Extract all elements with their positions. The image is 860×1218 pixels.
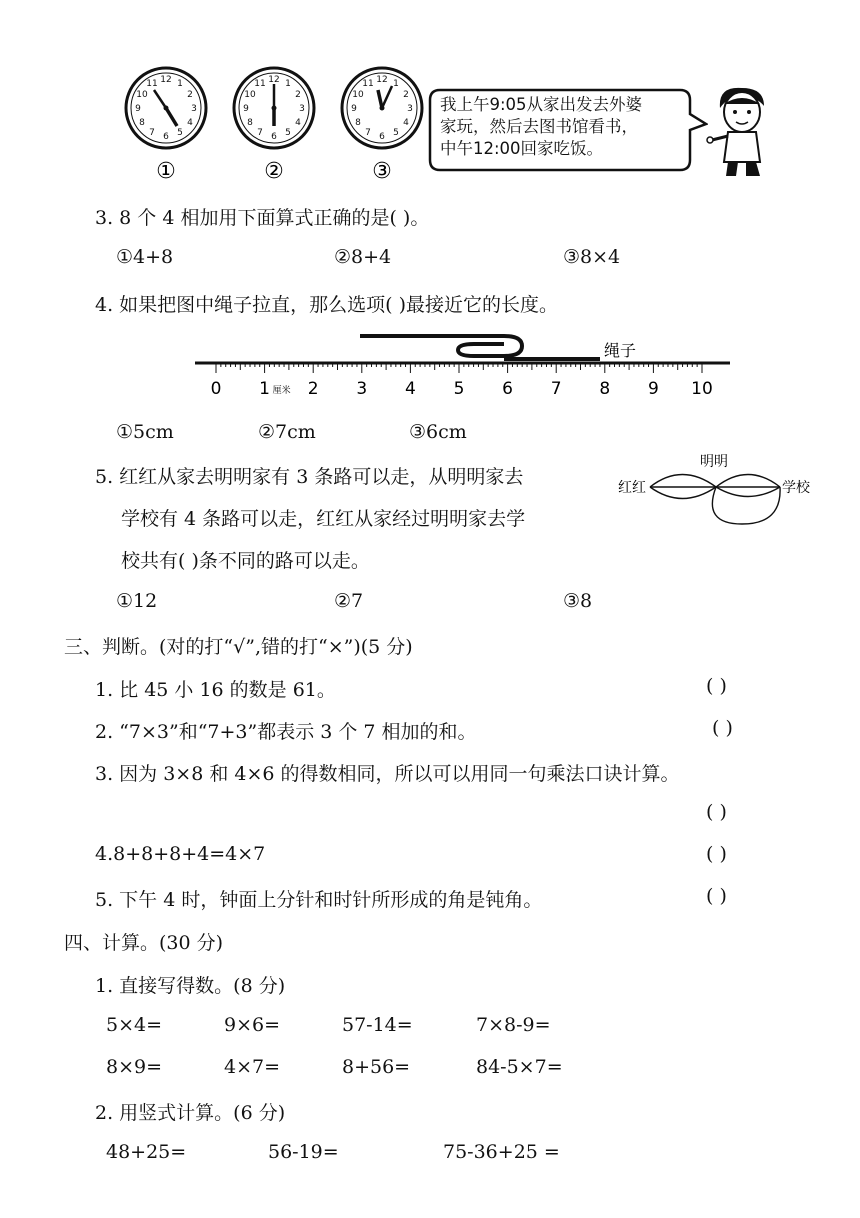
judge-item-3: 3. 因为 3×8 和 4×6 的得数相同，所以可以用同一句乘法口诀计算。 (95, 763, 680, 785)
svg-text:12: 12 (160, 75, 172, 85)
ruler-number: 6 (502, 379, 514, 399)
q4-option-2: ②7cm (258, 421, 316, 443)
svg-text:11: 11 (362, 79, 374, 89)
ruler-number: 10 (691, 379, 713, 399)
calc-sub1: 1. 直接写得数。(8 分) (95, 975, 286, 997)
calc-r1-3: 57-14= (342, 1014, 413, 1036)
svg-text:2: 2 (187, 90, 193, 100)
ruler-number: 5 (453, 379, 465, 399)
svg-text:5: 5 (177, 128, 183, 138)
q3-option-3: ③8×4 (563, 246, 621, 268)
q5-line-3: 校共有( )条不同的路可以走。 (121, 550, 370, 572)
ruler-number: 2 (307, 379, 319, 399)
svg-text:1: 1 (285, 79, 291, 89)
clock-2 (234, 68, 314, 148)
judge-item-1: 1. 比 45 小 16 的数是 61。 (95, 679, 336, 701)
rope-label: 绳子 (604, 341, 637, 360)
q5-line-2: 学校有 4 条路可以走，红红从家经过明明家去学 (121, 508, 526, 530)
svg-text:10: 10 (244, 90, 256, 100)
calc-r1-4: 7×8-9= (476, 1014, 551, 1036)
svg-text:7: 7 (149, 128, 155, 138)
svg-text:6: 6 (163, 132, 169, 142)
svg-text:9: 9 (135, 104, 141, 114)
calc-r2-4: 84-5×7= (476, 1056, 563, 1078)
section4-heading: 四、计算。(30 分) (64, 932, 224, 954)
q5-option-1: ①12 (116, 590, 158, 612)
clock-label-3: ③ (372, 159, 392, 184)
routes-diagram (612, 452, 827, 530)
ruler-number: 1 (259, 379, 271, 399)
svg-text:3: 3 (407, 104, 413, 114)
calc-r2-2: 4×7= (224, 1056, 281, 1078)
speech-line: 中午12:00回家吃饭。 (440, 139, 604, 158)
calc-r3-2: 56-19= (268, 1141, 339, 1163)
judge-item-2: 2. “7×3”和“7+3”都表示 3 个 7 相加的和。 (95, 721, 477, 743)
svg-text:4: 4 (187, 118, 193, 128)
ruler-number: 8 (599, 379, 611, 399)
svg-text:9: 9 (351, 104, 357, 114)
calc-r2-3: 8+56= (342, 1056, 411, 1078)
q4-option-3: ③6cm (409, 421, 467, 443)
svg-text:4: 4 (403, 118, 409, 128)
q4-option-1: ①5cm (116, 421, 174, 443)
section3-heading: 三、判断。(对的打“√”,错的打“×”)(5 分) (64, 636, 413, 658)
judge-item-4: 4.8+8+8+4=4×7 (95, 843, 266, 865)
route-home-label: 红红 (618, 480, 646, 496)
q5-option-2: ②7 (334, 590, 364, 612)
svg-text:12: 12 (268, 75, 280, 85)
svg-text:6: 6 (271, 132, 277, 142)
ruler-figure (190, 322, 750, 402)
svg-text:1: 1 (393, 79, 399, 89)
ruler-numbers (211, 379, 713, 399)
svg-text:6: 6 (379, 132, 385, 142)
svg-text:10: 10 (136, 90, 148, 100)
q4-stem: 4. 如果把图中绳子拉直，那么选项( )最接近它的长度。 (95, 294, 559, 316)
calc-r3-1: 48+25= (106, 1141, 187, 1163)
clock-1 (126, 68, 206, 148)
calc-r1-2: 9×6= (224, 1014, 281, 1036)
ruler-number: 4 (404, 379, 416, 399)
ruler-number: 7 (550, 379, 562, 399)
ruler-number: 9 (647, 379, 659, 399)
clocks-figure (118, 62, 438, 184)
svg-text:5: 5 (393, 128, 399, 138)
svg-text:11: 11 (254, 79, 266, 89)
clock-3 (342, 68, 422, 148)
answer-paren-1[interactable]: ( ) (706, 675, 727, 697)
svg-text:8: 8 (355, 118, 361, 128)
clock-label-2: ② (264, 159, 284, 184)
svg-text:8: 8 (247, 118, 253, 128)
svg-text:5: 5 (285, 128, 291, 138)
calc-r2-1: 8×9= (106, 1056, 163, 1078)
svg-text:12: 12 (376, 75, 388, 85)
speech-text (440, 94, 642, 160)
q5-line-1: 5. 红红从家去明明家有 3 条路可以走，从明明家去 (95, 466, 524, 488)
svg-text:9: 9 (243, 104, 249, 114)
judge-item-5: 5. 下午 4 时，钟面上分针和时针所形成的角是钝角。 (95, 889, 543, 911)
svg-text:1: 1 (177, 79, 183, 89)
route-school-label: 学校 (782, 480, 810, 496)
clock-label-1: ① (156, 159, 176, 184)
answer-paren-3[interactable]: ( ) (706, 801, 727, 823)
svg-text:2: 2 (403, 90, 409, 100)
ruler-number: 0 (210, 379, 222, 399)
calc-r3-3: 75-36+25 = (443, 1141, 560, 1163)
svg-text:3: 3 (191, 104, 197, 114)
svg-text:7: 7 (365, 128, 371, 138)
svg-text:4: 4 (295, 118, 301, 128)
answer-paren-4[interactable]: ( ) (706, 843, 727, 865)
q5-option-3: ③8 (563, 590, 593, 612)
ruler-ticks (216, 363, 702, 373)
svg-text:2: 2 (295, 90, 301, 100)
q3-option-1: ①4+8 (116, 246, 174, 268)
svg-text:7: 7 (257, 128, 263, 138)
answer-paren-5[interactable]: ( ) (706, 885, 727, 907)
q3-stem: 3. 8 个 4 相加用下面算式正确的是( )。 (95, 207, 430, 229)
calc-r1-1: 5×4= (106, 1014, 163, 1036)
svg-text:8: 8 (139, 118, 145, 128)
calc-sub2: 2. 用竖式计算。(6 分) (95, 1102, 286, 1124)
q3-option-2: ②8+4 (334, 246, 392, 268)
svg-text:11: 11 (146, 79, 158, 89)
svg-text:3: 3 (299, 104, 305, 114)
speech-line: 家玩，然后去图书馆看书， (440, 117, 638, 136)
route-middle-label: 明明 (700, 454, 728, 470)
ruler-number: 3 (356, 379, 368, 399)
speech-line: 我上午9:05从家出发去外婆 (440, 95, 643, 114)
ruler-unit-small: 厘米 (272, 386, 291, 396)
svg-text:10: 10 (352, 90, 364, 100)
boy-illustration (706, 82, 776, 182)
answer-paren-2[interactable]: ( ) (712, 717, 733, 739)
